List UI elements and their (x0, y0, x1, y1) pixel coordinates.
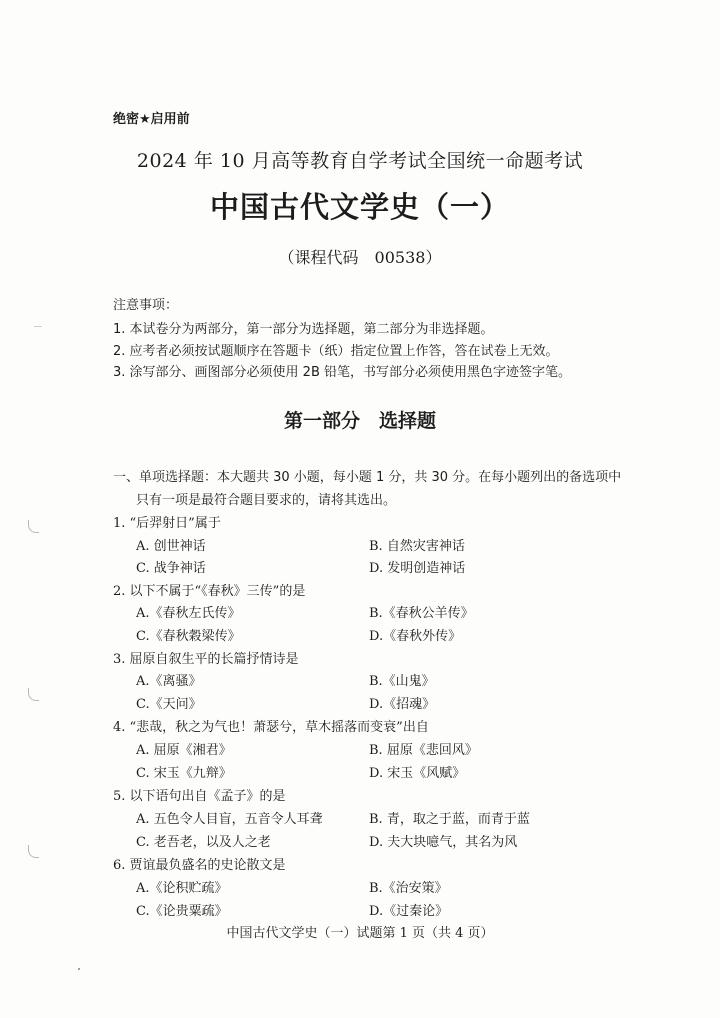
punch-hole-mark (28, 845, 39, 858)
option-d: D. 夫大块噫气，其名为风 (369, 835, 518, 850)
question-stem: 5. 以下语句出自《孟子》的是 (113, 789, 286, 804)
exam-title: 2024 年 10 月高等教育自学考试全国统一命题考试 (136, 150, 584, 172)
option-c: C.《论贵粟疏》 (136, 904, 228, 919)
section-instruction: 只有一项是最符合题目要求的，请将其选出。 (136, 493, 397, 508)
question-stem: 3. 屈原自叙生平的长篇抒情诗是 (113, 652, 299, 667)
option-c: C. 老吾老，以及人之老 (136, 835, 271, 850)
notice-item: 1. 本试卷分为两部分，第一部分为选择题，第二部分为非选择题。 (113, 322, 494, 337)
subject-title: 中国古代文学史（一） (209, 190, 510, 224)
punch-hole-mark (28, 688, 39, 701)
option-b: B. 青，取之于蓝，而青于蓝 (369, 812, 530, 827)
option-d: D. 发明创造神话 (369, 561, 466, 576)
scan-speck (34, 326, 42, 327)
option-b: B.《山鬼》 (369, 674, 435, 689)
option-a: A. 五色令人目盲，五音令人耳聋 (136, 812, 323, 827)
option-b: B. 屈原《悲回风》 (369, 743, 478, 758)
option-a: A.《论积贮疏》 (136, 881, 228, 896)
scan-speck (78, 968, 80, 970)
option-b: B.《治安策》 (369, 881, 448, 896)
option-a: A.《春秋左氏传》 (136, 606, 241, 621)
question-stem: 6. 贾谊最负盛名的史论散文是 (113, 858, 286, 873)
notice-title: 注意事项： (113, 298, 179, 313)
notice-item: 2. 应考者必须按试题顺序在答题卡（纸）指定位置上作答，答在试卷上无效。 (113, 344, 559, 359)
notice-item: 3. 涂写部分、画图部分必须使用 2B 铅笔，书写部分必须使用黑色字迹签字笔。 (113, 365, 571, 380)
option-c: C. 战争神话 (136, 561, 206, 576)
punch-hole-mark (28, 520, 39, 533)
section-instruction: 一、单项选择题：本大题共 30 小题，每小题 1 分，共 30 分。在每小题列出的备选项中 (113, 470, 622, 485)
page-footer: 中国古代文学史（一）试题第 1 页（共 4 页） (226, 926, 494, 941)
part-title: 第一部分 选择题 (283, 410, 436, 432)
option-b: B. 自然灾害神话 (369, 539, 465, 554)
option-c: C. 宋玉《九辩》 (136, 766, 232, 781)
option-d: D.《春秋外传》 (369, 629, 462, 644)
option-a: A. 创世神话 (136, 539, 206, 554)
option-a: A. 屈原《湘君》 (136, 743, 232, 758)
question-stem: 1. “后羿射日”属于 (113, 516, 221, 531)
question-stem: 2. 以下不属于“《春秋》三传”的是 (113, 584, 306, 599)
option-b: B.《春秋公羊传》 (369, 606, 474, 621)
option-c: C.《天问》 (136, 697, 202, 712)
question-stem: 4. “悲哉，秋之为气也！萧瑟兮，草木摇落而变衰”出自 (113, 720, 429, 735)
option-d: D. 宋玉《风赋》 (369, 766, 466, 781)
option-a: A.《离骚》 (136, 674, 202, 689)
option-c: C.《春秋穀梁传》 (136, 629, 241, 644)
option-d: D.《过秦论》 (369, 904, 449, 919)
course-code: （课程代码 00538） (278, 248, 442, 267)
confidential-label: 绝密★启用前 (113, 112, 190, 127)
option-d: D.《招魂》 (369, 697, 436, 712)
